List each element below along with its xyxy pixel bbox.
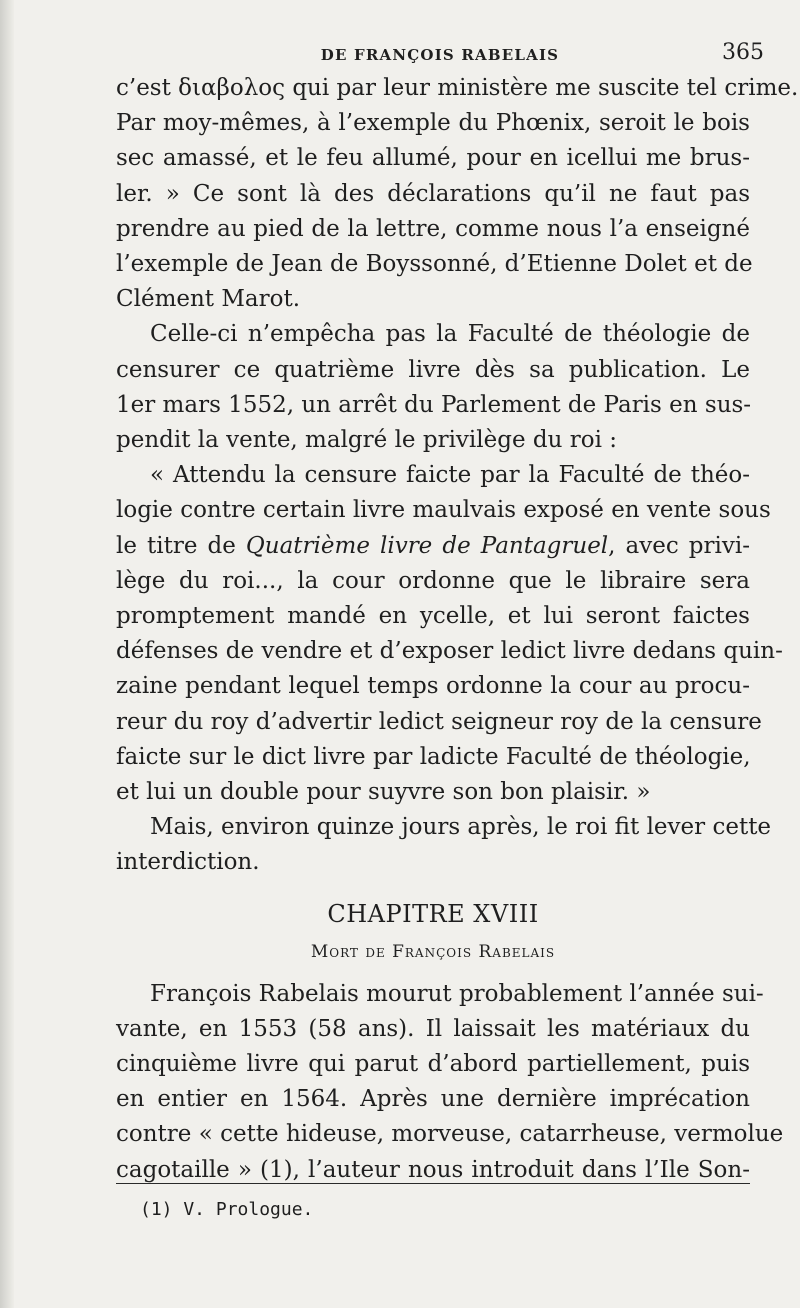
text-line: ler. » Ce sont là des déclarations qu’il ne faut pas [116,180,750,207]
main-text [116,71,799,1188]
text-line: pendit la vente, malgré le privilège du roi : [116,427,617,454]
page-edge-shadow [0,0,14,1308]
text-line: lège du roi..., la cour ordonne que le libraire sera [116,567,750,594]
footnote: (1) V. Prologue. [140,1199,314,1220]
page-header [116,38,764,72]
text-line: logie contre certain livre maulvais exposé en vente sous [116,497,771,524]
text-line: cagotaille » (1), l’auteur nous introduit dans l’Ile Son- [116,1156,750,1183]
paragraph-censure [116,317,750,458]
text-line: sec amassé, et le feu allumé, pour en icellui me brus- [116,145,750,172]
text-line: faicte sur le dict livre par ladicte Faculté de théologie, [116,743,751,770]
text-line: interdiction. [116,849,260,876]
text-line: François Rabelais mourut probablement l’année sui- [150,980,764,1007]
text-line: défenses de vendre et d’exposer ledict livre dedans quin- [116,638,783,665]
running-title: DE FRANÇOIS RABELAIS [320,46,560,64]
quotation-block [116,458,783,810]
text-line: et lui un double pour suyvre son bon plaisir. » [116,779,651,806]
paragraph-death [116,977,784,1188]
text-line: cinquième livre qui parut d’abord partiellement, puis [116,1051,750,1078]
book-title-italic: Quatrième livre de Pantagruel [245,532,609,559]
text-line: prendre au pied de la lettre, comme nous l’a enseigné [116,215,750,242]
chapter-subtitle: Mort de François Rabelais [310,941,556,962]
text-line: vante, en 1553 (58 ans). Il laissait les matériaux du [116,1015,750,1042]
text-line: en entier en 1564. Après une dernière imprécation [116,1086,750,1113]
text-line: promptement mandé en ycelle, et lui seront faictes [116,603,750,630]
text-line: Clément Marot. [116,286,301,313]
text-line: Par moy-mêmes, à l’exemple du Phœnix, seroit le bois [116,110,750,137]
text-line: Celle-ci n’empêcha pas la Faculté de théologie de [150,321,750,348]
text-span: le titre de [116,532,246,559]
text-line: zaine pendant lequel temps ordonne la cour au procu- [116,673,750,700]
text-line: 1er mars 1552, un arrêt du Parlement de Paris en sus- [116,391,752,418]
paragraph-continuation [116,71,799,317]
text-line: contre « cette hideuse, morveuse, catarrheuse, vermolue [116,1121,784,1148]
text-line: l’exemple de Jean de Boyssonné, d’Etienne Dolet et de [116,251,753,278]
paragraph-lifted [116,810,772,880]
text-line: censurer ce quatrième livre dès sa publication. Le [116,356,750,383]
text-line-with-title [116,529,750,564]
footnote-rule [116,1183,750,1184]
text-line: reur du roy d’advertir ledict seigneur roy de la censure [116,708,762,735]
text-span: , avec privi- [608,532,750,559]
text-line: c’est διαβολος qui par leur ministère me suscite tel crime. [116,75,799,101]
page-number: 365 [722,40,764,65]
text-line: « Attendu la censure faicte par la Faculté de théo- [150,462,750,489]
text-line: Mais, environ quinze jours après, le roi fit lever cette [150,814,772,841]
chapter-title: CHAPITRE XVIII [327,899,539,928]
